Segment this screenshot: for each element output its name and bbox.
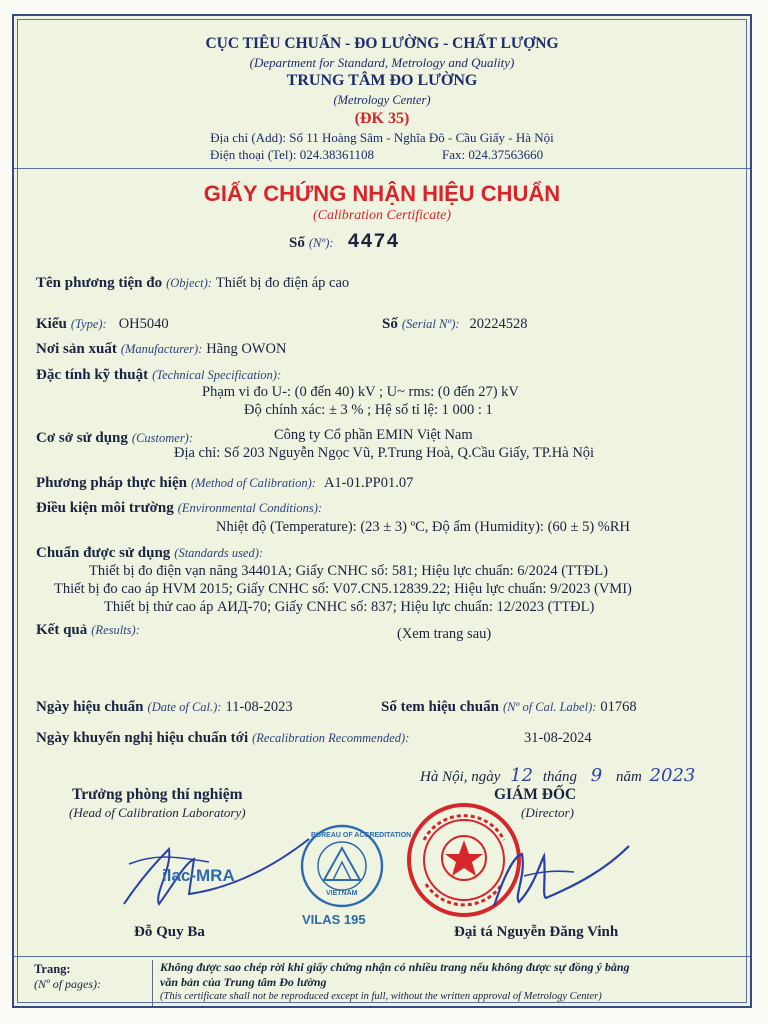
customer-address: Địa chỉ: Số 203 Nguyễn Ngọc Vũ, P.Trung Hoà, Q.Cầu Giấy, TP.Hà Nội bbox=[174, 445, 595, 461]
standard-item: Thiết bị đo điện vạn năng 34401A; Giấy CNHC số: 581; Hiệu lực chuẩn: 6/2024 (TTĐL) bbox=[89, 563, 608, 579]
cal-label-no-label: Số tem hiệu chuẩn bbox=[381, 699, 499, 715]
cal-date-row bbox=[36, 698, 293, 716]
cal-label-no-value: 01768 bbox=[600, 699, 637, 715]
sign-day: 12 bbox=[510, 765, 534, 786]
center-name: TRUNG TÂM ĐO LƯỜNG bbox=[286, 72, 478, 89]
center-name-en: (Metrology Center) bbox=[333, 93, 431, 107]
seal-country-label: VIETNAM bbox=[326, 890, 358, 897]
manufacturer-label-en: (Manufacturer): bbox=[120, 342, 203, 356]
director-title: GIÁM ĐỐC bbox=[494, 786, 577, 803]
type-value: OH5040 bbox=[118, 316, 169, 332]
lab-head-title: Trưởng phòng thí nghiệm bbox=[72, 786, 243, 803]
year-label: năm bbox=[615, 769, 642, 785]
center-fax: Fax: 024.37563660 bbox=[442, 147, 544, 162]
ilac-mra-logo: ilac-MRA bbox=[162, 866, 235, 885]
sign-year: 2023 bbox=[649, 765, 696, 786]
sign-month: 9 bbox=[590, 765, 603, 786]
place-date-prefix: Hà Nội, ngày bbox=[420, 769, 501, 785]
object-row bbox=[36, 274, 349, 292]
results-label: Kết quả bbox=[36, 622, 88, 638]
pages-cell bbox=[34, 960, 144, 1006]
type-label: Kiểu bbox=[36, 316, 67, 332]
pages-label: Trang: bbox=[34, 962, 71, 976]
method-value: A1-01.PP01.07 bbox=[323, 475, 414, 491]
center-address: Địa chỉ (Add): Số 11 Hoàng Sâm - Nghĩa Đô - Cầu Giấy - Hà Nội bbox=[210, 130, 554, 145]
manufacturer-value: Hãng OWON bbox=[206, 341, 287, 357]
standard-item: Thiết bị đo cao áp HVM 2015; Giấy CNHC số: V07.CN5.12839.22; Hiệu lực chuẩn: 9/2023 (VMI) bbox=[54, 581, 632, 597]
env-label: Điều kiện môi trường bbox=[36, 500, 174, 516]
serial-label-en: (Serial Nº): bbox=[401, 317, 460, 331]
manufacturer-row bbox=[36, 340, 286, 358]
object-label: Tên phương tiện đo bbox=[36, 275, 163, 291]
lab-head-title-en: (Head of Calibration Laboratory) bbox=[69, 805, 246, 820]
center-phone: Điện thoại (Tel): 024.38361108 bbox=[210, 147, 374, 162]
certificate-number-label: Số bbox=[289, 235, 305, 251]
lab-head-name: Đỗ Quy Ba bbox=[134, 924, 205, 940]
method-label: Phương pháp thực hiện bbox=[36, 475, 187, 491]
recal-row bbox=[36, 729, 409, 747]
cal-label-no-label-en: (Nº of Cal. Label): bbox=[502, 700, 597, 714]
recal-label: Ngày khuyến nghị hiệu chuẩn tới bbox=[36, 730, 249, 746]
standard-item: Thiết bị thử cao áp АИД-70; Giấy CNHC số: 837; Hiệu lực chuẩn: 12/2023 (TTĐL) bbox=[104, 599, 595, 615]
spec-label-en: (Technical Specification): bbox=[152, 368, 282, 382]
center-code: (ĐK 35) bbox=[354, 110, 410, 127]
spec-line-1: Phạm vi đo U-: (0 đến 40) kV ; U~ rms: (0 đến 27) kV bbox=[202, 384, 519, 400]
cal-label-row bbox=[381, 698, 637, 716]
month-label: tháng bbox=[542, 769, 577, 785]
method-label-en: (Method of Calibration): bbox=[190, 476, 316, 490]
director-signature bbox=[484, 836, 634, 926]
results-row bbox=[36, 621, 140, 639]
env-value: Nhiệt độ (Temperature): (23 ± 3) ºC, Độ ẩm (Humidity): (60 ± 5) %RH bbox=[216, 519, 631, 535]
director-title-en: (Director) bbox=[521, 805, 574, 820]
vilas-label: VILAS 195 bbox=[302, 912, 366, 927]
copy-notice-cell bbox=[160, 960, 744, 1006]
footer-divider bbox=[14, 956, 750, 957]
certificate-title: GIẤY CHỨNG NHẬN HIỆU CHUẨN bbox=[203, 181, 561, 206]
spec-label: Đặc tính kỹ thuật bbox=[36, 367, 149, 383]
type-label-en: (Type): bbox=[70, 317, 107, 331]
results-label-en: (Results): bbox=[91, 623, 140, 637]
object-label-en: (Object): bbox=[166, 276, 212, 290]
serial-value: 20224528 bbox=[469, 316, 528, 332]
pages-label-en: (Nº of pages): bbox=[34, 977, 102, 991]
spec-row bbox=[36, 366, 281, 384]
standards-label-en: (Standards used): bbox=[174, 546, 264, 560]
cal-date-label: Ngày hiệu chuẩn bbox=[36, 699, 144, 715]
certificate-number-label-en: (Nº): bbox=[308, 236, 334, 250]
standards-row bbox=[36, 544, 263, 562]
customer-row bbox=[36, 429, 193, 447]
certificate-number: 4474 bbox=[347, 231, 400, 254]
serial-label: Số bbox=[382, 316, 398, 332]
footer-column-divider bbox=[152, 960, 153, 1006]
agency-name: CỤC TIÊU CHUẨN - ĐO LƯỜNG - CHẤT LƯỢNG bbox=[205, 35, 559, 52]
object-value: Thiết bị đo điện áp cao bbox=[215, 275, 350, 291]
customer-name: Công ty Cổ phần EMIN Việt Nam bbox=[274, 427, 473, 443]
certificate-frame bbox=[12, 14, 752, 1008]
cal-date-label-en: (Date of Cal.): bbox=[147, 700, 222, 714]
standards-label: Chuẩn được sử dụng bbox=[36, 545, 171, 561]
place-date bbox=[420, 765, 695, 786]
customer-label: Cơ sở sử dụng bbox=[36, 430, 128, 446]
agency-name-en: (Department for Standard, Metrology and Quality) bbox=[249, 55, 515, 70]
copy-notice-vi-1: Không được sao chép rời khi giấy chứng nhận có nhiều trang nếu không được sự đồng ý bằng bbox=[160, 960, 630, 974]
certificate-number-row bbox=[289, 231, 400, 254]
method-row bbox=[36, 474, 413, 492]
recal-value: 31-08-2024 bbox=[524, 730, 592, 746]
cal-date-value: 11-08-2023 bbox=[225, 699, 293, 715]
customer-label-en: (Customer): bbox=[131, 431, 194, 445]
director-name: Đại tá Nguyễn Đăng Vinh bbox=[454, 924, 619, 940]
certificate-title-en: (Calibration Certificate) bbox=[312, 208, 452, 223]
copy-notice-vi-2: văn bản của Trung tâm Đo lường bbox=[160, 975, 327, 989]
serial-row bbox=[382, 315, 528, 333]
env-label-en: (Environmental Conditions): bbox=[177, 501, 323, 515]
spec-line-2: Độ chính xác: ± 3 % ; Hệ số tỉ lệ: 1 000 : 1 bbox=[244, 402, 493, 418]
copy-notice-en: (This certificate shall not be reproduced except in full, without the written approval of Metrology Center) bbox=[160, 991, 602, 1002]
header-divider bbox=[14, 168, 750, 169]
recal-label-en: (Recalibration Recommended): bbox=[252, 731, 410, 745]
results-value: (Xem trang sau) bbox=[397, 626, 492, 642]
type-row bbox=[36, 315, 169, 333]
env-row bbox=[36, 499, 322, 517]
seal-ring-label: BUREAU OF ACCREDITATION bbox=[311, 832, 412, 839]
manufacturer-label: Nơi sản xuất bbox=[36, 341, 117, 357]
seal-ring-text bbox=[304, 828, 412, 904]
